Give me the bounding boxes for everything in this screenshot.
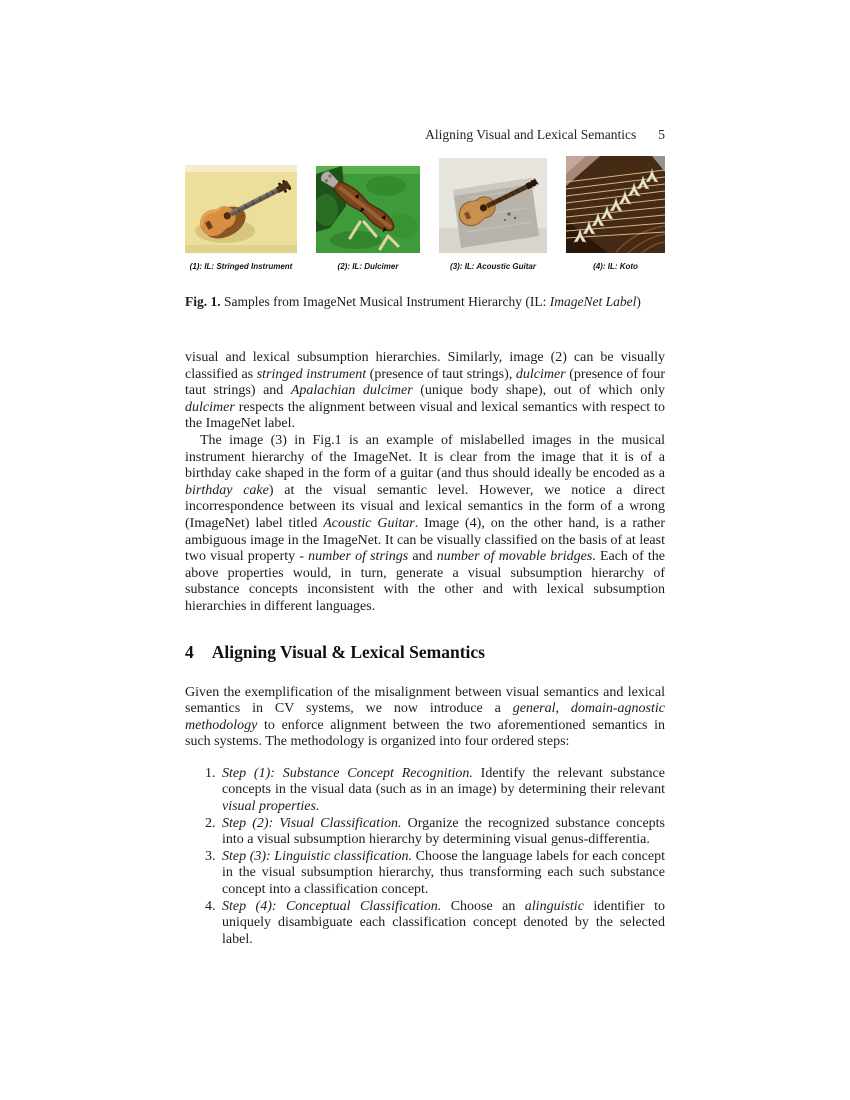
step-number-2: 2.: [205, 815, 216, 831]
section-number: 4: [185, 641, 194, 662]
figure-item-3: [439, 158, 547, 271]
page-content: [185, 0, 665, 948]
figure-caption: Fig. 1. Samples from ImageNet Musical Instrument Hierarchy (IL: ImageNet Label): [185, 294, 641, 309]
paragraph-2: The image (3) in Fig.1 is an example of mislabelled images in the musical instrument hierarchy of the ImageNet. It is clear from the image that it is of a birthday cake shaped in the form of a guitar (and thus should ideally be encoded as a birthday cake) at the visual semantic level. However, we notice a direct incorrespondence between its visual and lexical semantics in the form of a wrong (ImageNet) label titled Acoustic Guitar. Image (4), on the other hand, is a rather ambiguous image in the ImageNet. It can be visually classified on the basis of at least two visual property - number of strings and number of movable bridges. Each of the above properties would, in turn, generate a visual subsumption hierarchy of substance concepts inconsistent with the other and with lexical subsumption hierarchies in different languages.: [185, 432, 665, 614]
paragraph-1: visual and lexical subsumption hierarchies. Similarly, image (2) can be visually classified as stringed instrument (presence of taut strings), dulcimer (presence of four taut strings) and Apalachian dulcimer (unique body shape), out of which only dulcimer respects the alignment between visual and lexical semantics with respect to the ImageNet label.: [185, 350, 665, 432]
acoustic-guitar-cake-photo: [439, 158, 547, 253]
figure-image-caption-3: (3): IL: Acoustic Guitar: [450, 262, 536, 271]
running-head: [185, 127, 665, 143]
steps-list: [185, 766, 665, 949]
step-item-2: [185, 816, 665, 849]
figure-item-4: [566, 156, 665, 271]
paragraph-3: Given the exemplification of the misalignment between visual semantics and lexical semantics in CV systems, we now introduce a general, domain-agnostic methodology to enforce alignment between the two aforementioned semantics in such systems. The methodology is organized into four ordered steps:: [185, 684, 665, 750]
step-item-1: [185, 766, 665, 816]
running-title: Aligning Visual and Lexical Semantics: [425, 127, 637, 142]
stringed-instrument-photo: [185, 165, 297, 253]
koto-photo: [566, 156, 665, 253]
step-number-1: 1.: [205, 765, 216, 781]
dulcimer-photo: [316, 166, 420, 253]
figure-1-images: [185, 156, 665, 271]
step-item-4: [185, 899, 665, 949]
figure-image-caption-4: (4): IL: Koto: [593, 262, 638, 271]
step-number-3: 3.: [205, 848, 216, 864]
section-heading: [185, 642, 665, 663]
step-number-4: 4.: [205, 898, 216, 914]
section-title: Aligning Visual & Lexical Semantics: [211, 641, 485, 662]
step-text-2: Step (2): Visual Classification. Organize the recognized substance concepts into a visual subsumption hierarchy by determining visual genus-differentia.: [222, 815, 666, 848]
figure-image-caption-1: (1): IL: Stringed Instrument: [189, 262, 293, 271]
figure-item-2: [316, 166, 420, 271]
step-text-1: Step (1): Substance Concept Recognition. Identify the relevant substance concepts in the visual data (such as in an image) by determining their relevant visual properties.: [222, 765, 665, 815]
step-text-3: Step (3): Linguistic classification. Choose the language labels for each concept in the visual subsumption hierarchy, thus transforming each such substance concept into a classification concept.: [222, 848, 665, 898]
step-text-4: Step (4): Conceptual Classification. Choose an alinguistic identifier to uniquely disambiguate each classification concept denoted by the selected label.: [222, 898, 666, 947]
step-item-3: [185, 849, 665, 899]
figure-item-1: [185, 165, 297, 271]
page-number: 5: [658, 127, 665, 142]
figure-image-caption-2: (2): IL: Dulcimer: [337, 262, 399, 271]
